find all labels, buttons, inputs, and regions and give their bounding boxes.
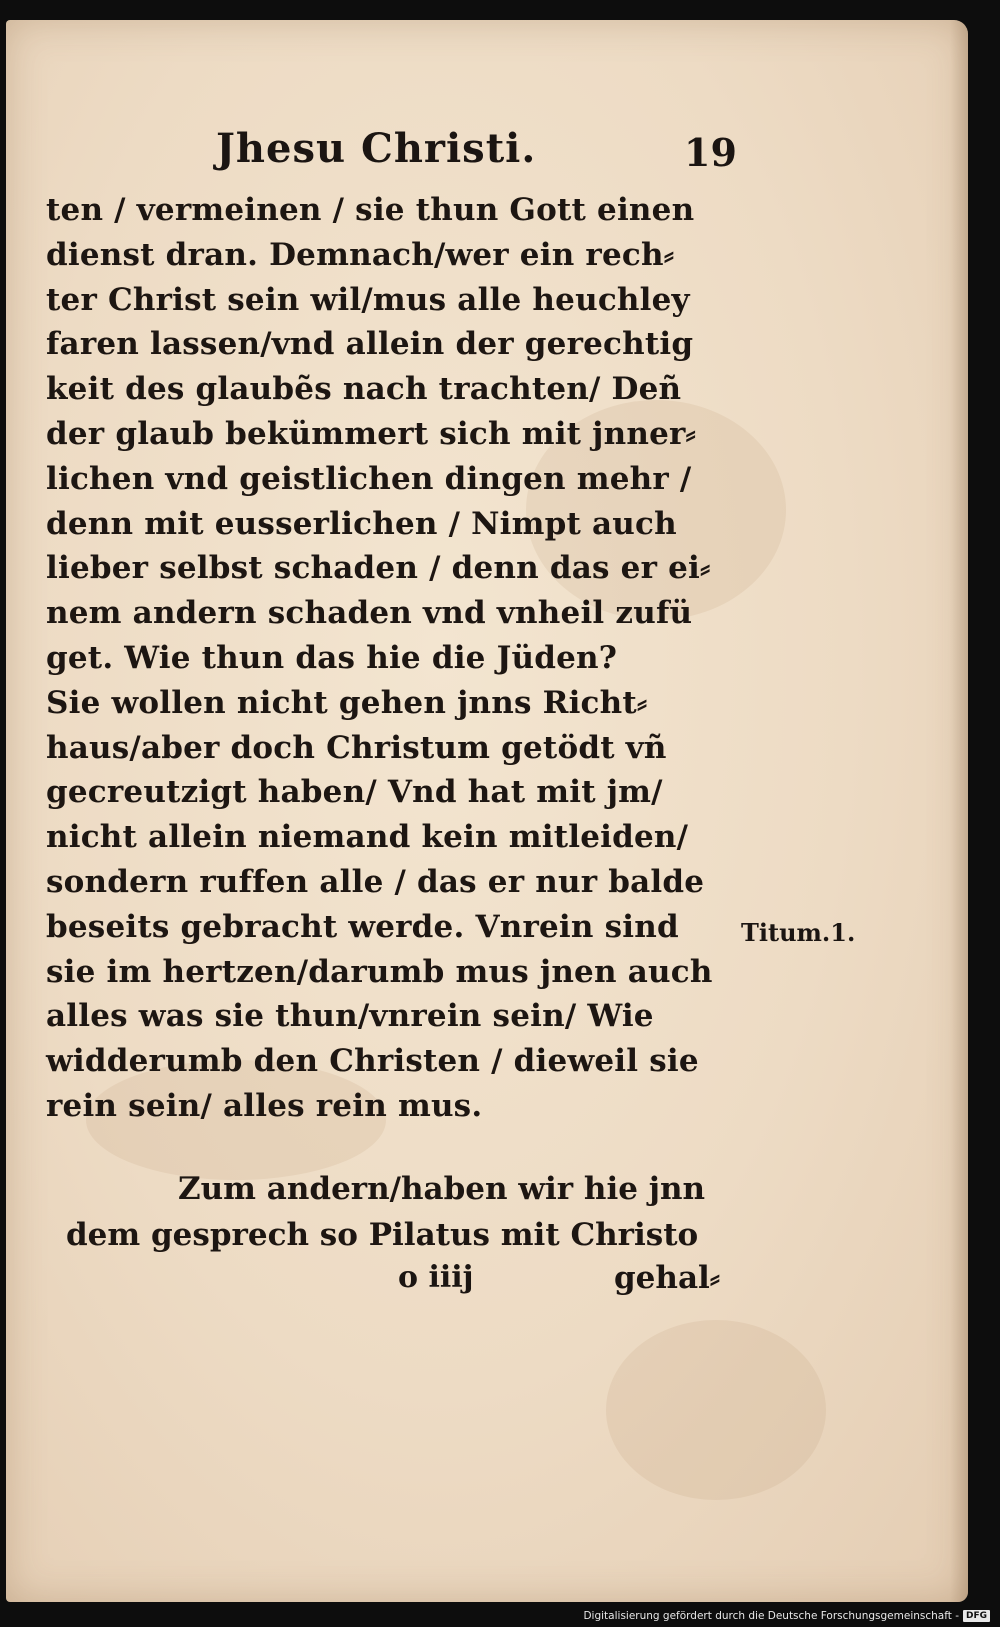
second-paragraph: [66, 1166, 756, 1258]
signature-mark: o iiij: [398, 1260, 474, 1295]
text-line: alles was sie thun/vnrein sein/ Wie: [46, 998, 654, 1035]
text-line: nicht allein niemand kein mitleiden/: [46, 819, 689, 856]
text-line: gecreutzigt haben/ Vnd hat mit jm/: [46, 774, 663, 811]
book-page: [6, 20, 968, 1602]
text-line: faren lassen/vnd allein der gerechtig: [46, 326, 694, 363]
running-title: Jhesu Christi.: [216, 125, 537, 172]
text-line: der glaub bekümmert sich mit jnner⸗: [46, 415, 697, 452]
text-line: lieber selbst schaden / denn das er ei⸗: [46, 550, 711, 587]
text-line: beseits gebracht werde. Vnrein sind: [46, 908, 679, 945]
text-line: rein sein/ alles rein mus.: [46, 1087, 483, 1124]
main-text-block: [46, 188, 746, 1129]
text-line: Zum andern/haben wir hie jnn: [178, 1171, 706, 1207]
text-line: sie im hertzen/darumb mus jnen auch: [46, 953, 713, 990]
page-number: 19: [684, 130, 737, 175]
text-line: dienst dran. Demnach/wer ein rech⸗: [46, 236, 675, 273]
text-line: lichen vnd geistlichen dingen mehr /: [46, 460, 692, 497]
credit-text: Digitalisierung gefördert durch die Deutsche Forschungsgemeinschaft -: [583, 1610, 959, 1622]
text-line: ten / vermeinen / sie thun Gott einen: [46, 192, 695, 228]
page-edge-shadow: [950, 20, 968, 1602]
text-line: keit des glaubẽs nach trachten/ Deñ: [46, 371, 682, 408]
digitization-credit: [583, 1610, 990, 1622]
paper-stain: [606, 1320, 826, 1500]
text-line: get. Wie thun das hie die Jüden?: [46, 639, 618, 676]
text-line: sondern ruffen alle / das er nur balde: [46, 863, 705, 900]
dfg-logo: DFG: [963, 1610, 990, 1622]
marginal-note: Titum.1.: [741, 918, 856, 947]
catchword: gehal⸗: [614, 1260, 721, 1296]
text-line: denn mit eusserlichen / Nimpt auch: [46, 505, 677, 542]
text-line: dem gesprech so Pilatus mit Christo: [66, 1217, 699, 1253]
text-line: ter Christ sein wil/mus alle heuchley: [46, 281, 690, 318]
text-line: Sie wollen nicht gehen jnns Richt⸗: [46, 684, 648, 721]
text-line: haus/aber doch Christum getödt vñ: [46, 729, 667, 766]
text-line: nem andern schaden vnd vnheil zufü: [46, 595, 693, 632]
text-line: widderumb den Christen / dieweil sie: [46, 1043, 699, 1080]
